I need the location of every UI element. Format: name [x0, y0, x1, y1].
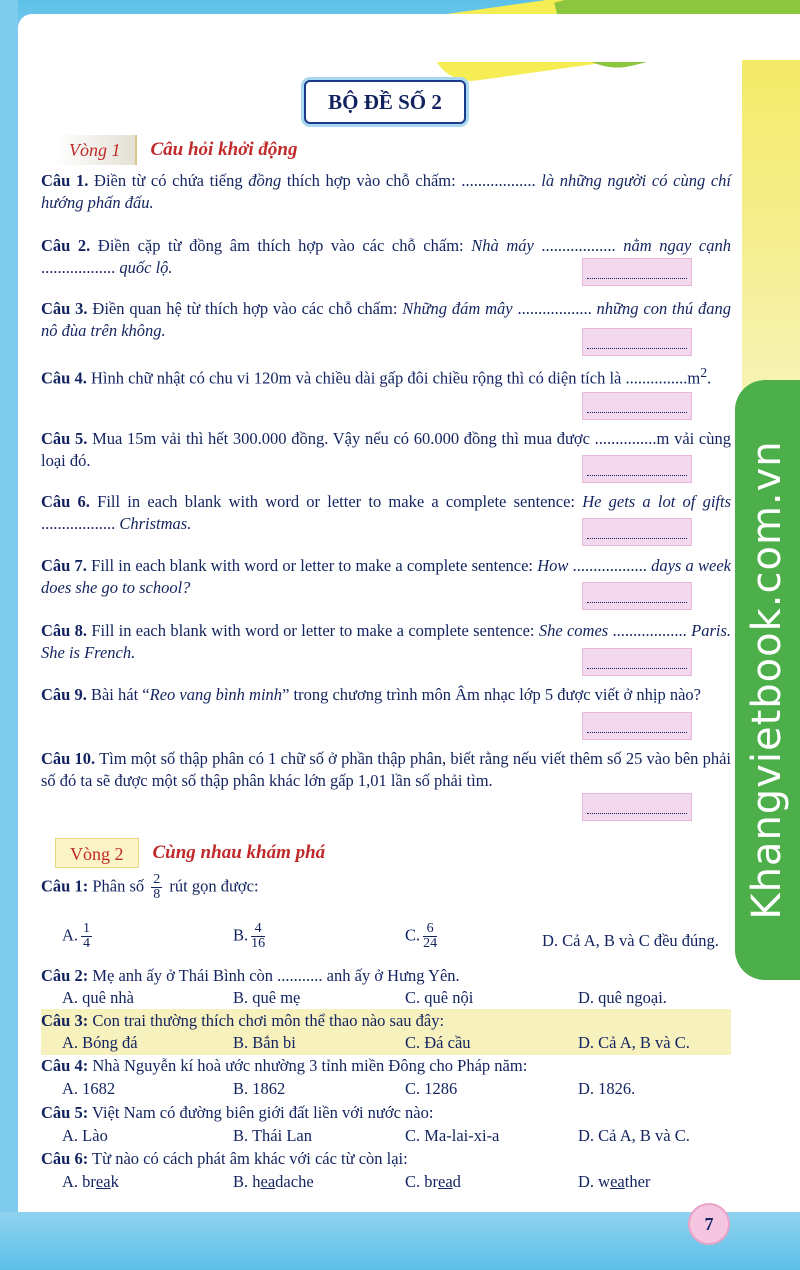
mcq1-option-c[interactable]: C. $\frac{6}{24}$	[405, 921, 438, 951]
mcq4-option-a[interactable]: A. 1682	[62, 1079, 116, 1098]
answer-box-5[interactable]	[582, 455, 692, 483]
page-title: BỘ ĐỀ SỐ 2	[304, 80, 466, 124]
bottom-border	[0, 1212, 800, 1270]
question-9: Câu 9. Bài hát “Reo vang bình minh” trong chương trình môn Âm nhạc lớp 5 được viết ở nhịp nào?	[41, 685, 701, 704]
answer-box-4[interactable]	[582, 392, 692, 420]
round2-tag: Vòng 2	[55, 838, 139, 868]
mcq5-option-d[interactable]: D. Cả A, B và C.	[578, 1126, 690, 1145]
answer-box-9[interactable]	[582, 712, 692, 740]
mcq6-option-c[interactable]: C. bread	[405, 1172, 461, 1191]
mcq2-option-a[interactable]: A. quê nhà	[62, 988, 134, 1007]
left-border	[0, 0, 18, 1270]
mcq3-option-c[interactable]: C. Đá cầu	[405, 1033, 471, 1052]
round2-name: Cùng nhau khám phá	[152, 842, 326, 863]
mcq1-option-a[interactable]: A. $\frac{1}{4}$	[62, 921, 91, 951]
mcq6-option-d[interactable]: D. weather	[578, 1172, 651, 1191]
fraction: $\frac{2}{8}$	[153, 872, 161, 902]
mcq3-option-a[interactable]: A. Bóng đá	[62, 1033, 138, 1052]
mcq3-option-b[interactable]: B. Bắn bi	[233, 1033, 296, 1052]
question-1: Câu 1. Điền từ có chứa tiếng đồng thích hợp vào chỗ chấm: .................. là những người có cùng chí hướng phấn đấu.	[41, 171, 731, 212]
mcq6-option-b[interactable]: B. headache	[233, 1172, 314, 1191]
question-5: Câu 5. Mua 15m vải thì hết 300.000 đồng. Vậy nếu có 60.000 đồng thì mua được ...............m vải cùng loại đó.	[41, 429, 731, 470]
answer-box-6[interactable]	[582, 518, 692, 546]
round1-header	[55, 135, 297, 165]
mcq3-option-d[interactable]: D. Cả A, B và C.	[578, 1033, 690, 1052]
page-inner-top	[18, 14, 800, 62]
mcq2-option-c[interactable]: C. quê nội	[405, 988, 474, 1007]
question-8: Câu 8. Fill in each blank with word or letter to make a complete sentence: She comes .................. Paris. She is French.	[41, 621, 732, 662]
mcq4-option-b[interactable]: B. 1862	[233, 1079, 286, 1098]
mcq4-option-d[interactable]: D. 1826.	[578, 1079, 636, 1098]
mcq-question-1: Câu 1: Phân số $\frac{2}{8}$ rút gọn được:	[41, 872, 259, 902]
mcq5-option-a[interactable]: A. Lào	[62, 1126, 108, 1145]
mcq1-option-d[interactable]: D. Cả A, B và C đều đúng.	[542, 931, 719, 950]
mcq-question-2: Câu 2: Mẹ anh ấy ở Thái Bình còn ........... anh ấy ở Hưng Yên.	[41, 966, 460, 985]
mcq4-option-c[interactable]: C. 1286	[405, 1079, 458, 1098]
mcq5-option-b[interactable]: B. Thái Lan	[233, 1126, 312, 1145]
site-url-watermark: Khangvietbook.com.vn	[744, 440, 790, 920]
question-2: Câu 2. Điền cặp từ đồng âm thích hợp vào các chỗ chấm: Nhà máy .................. nằm ngay cạnh .................. quốc lộ.	[41, 236, 731, 277]
mcq-question-4: Câu 4: Nhà Nguyễn kí hoà ước nhường 3 tỉnh miền Đông cho Pháp năm:	[41, 1056, 528, 1075]
question-4: Câu 4. Hình chữ nhật có chu vi 120m và chiều dài gấp đôi chiều rộng thì có diện tích là $...............m^2$.	[41, 365, 712, 388]
mcq6-option-a[interactable]: A. break	[62, 1172, 119, 1191]
page-number: 7	[688, 1203, 730, 1245]
mcq-question-3: Câu 3: Con trai thường thích chơi môn thể thao nào sau đây:	[41, 1011, 445, 1030]
question-10: Câu 10. Tìm một số thập phân có 1 chữ số ở phần thập phân, biết rằng nếu viết thêm số 25 vào bên phải số đó ta sẽ được một số thập phân khác lớn gấp 1,01 lần số phải tìm.	[41, 749, 732, 790]
mcq-question-5: Câu 5: Việt Nam có đường biên giới đất liền với nước nào:	[41, 1103, 434, 1122]
question-6: Câu 6. Fill in each blank with word or letter to make a complete sentence: He gets a lot of gifts .................. Christmas.	[41, 492, 731, 533]
answer-box-7[interactable]	[582, 582, 692, 610]
round1-tag: Vòng 1	[55, 135, 137, 165]
mcq2-option-d[interactable]: D. quê ngoại.	[578, 988, 667, 1007]
answer-box-8[interactable]	[582, 648, 692, 676]
round2-header	[55, 838, 325, 868]
answer-box-2[interactable]	[582, 258, 692, 286]
answer-box-3[interactable]	[582, 328, 692, 356]
mcq1-option-b[interactable]: B. $\frac{4}{16}$	[233, 921, 266, 951]
question-7: Câu 7. Fill in each blank with word or letter to make a complete sentence: How .................. days a week does she go to school?	[41, 556, 731, 597]
right-yellow-band	[742, 60, 800, 390]
mcq5-option-c[interactable]: C. Ma-lai-xi-a	[405, 1126, 500, 1145]
question-3: Câu 3. Điền quan hệ từ thích hợp vào các chỗ chấm: Những đám mây .................. những con thú đang nô đùa trên không.	[41, 299, 731, 340]
mcq-question-6: Câu 6: Từ nào có cách phát âm khác với các từ còn lại:	[41, 1149, 408, 1168]
round1-name: Câu hỏi khởi động	[150, 139, 298, 160]
mcq2-option-b[interactable]: B. quê mẹ	[233, 988, 301, 1007]
answer-box-10[interactable]	[582, 793, 692, 821]
